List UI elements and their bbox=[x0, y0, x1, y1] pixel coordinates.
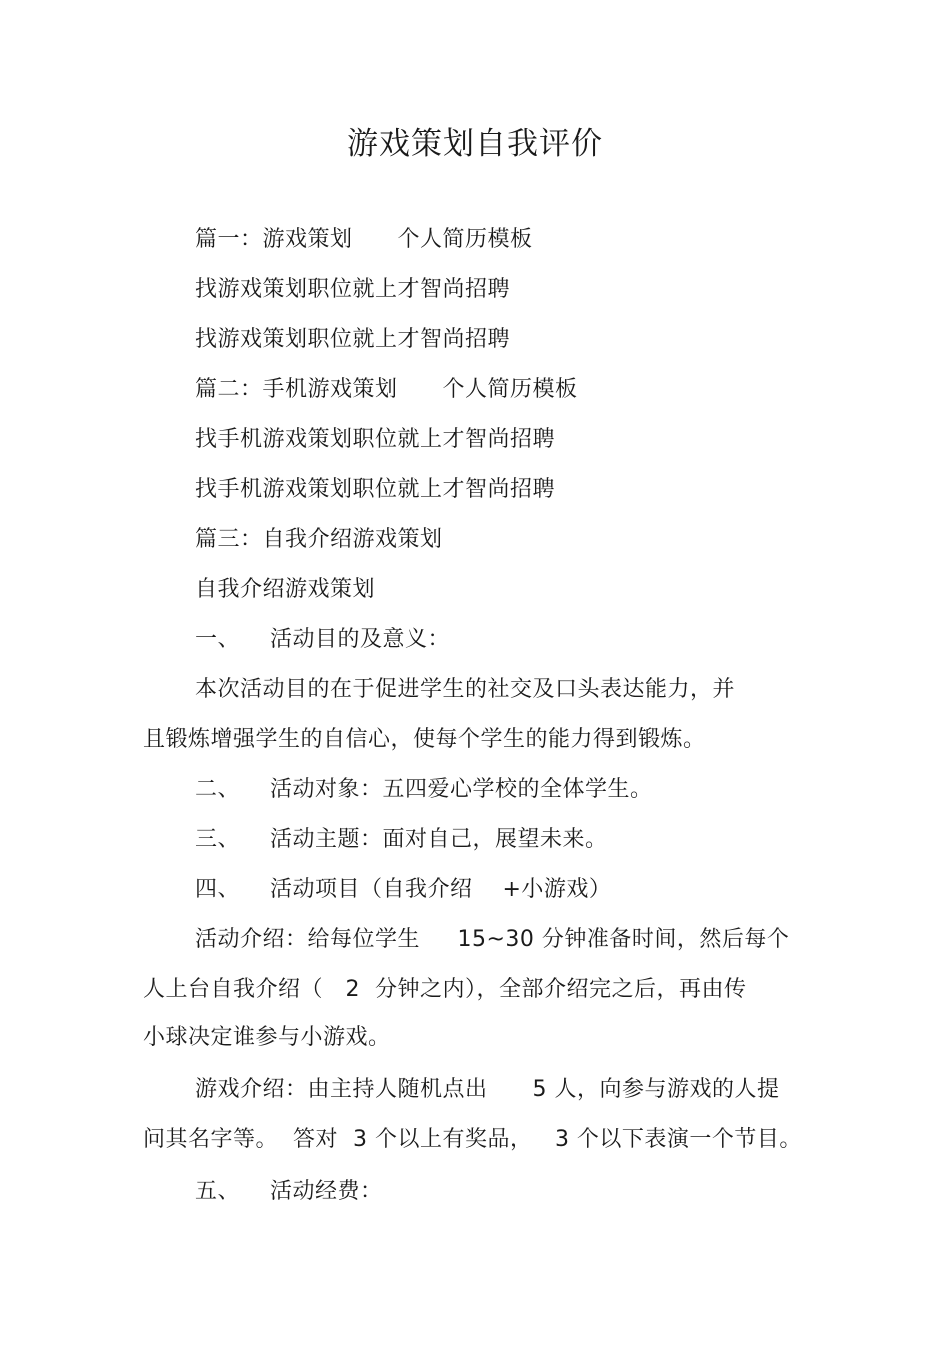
text-line: 自我介绍游戏策划 bbox=[195, 577, 376, 602]
text-line: 篇三：自我介绍游戏策划 bbox=[195, 527, 443, 552]
text-line: 篇二：手机游戏策划 个人简历模板 bbox=[195, 377, 578, 402]
paragraph-line: 人上台自我介绍（ 2 分钟之内），全部介绍完之后，再由传 bbox=[143, 977, 747, 1002]
paragraph-line: 本次活动目的在于促进学生的社交及口头表达能力，并 bbox=[195, 677, 736, 702]
section-heading: 一、 活动目的及意义： bbox=[195, 627, 450, 652]
section-heading: 五、 活动经费： bbox=[195, 1179, 383, 1204]
section-heading: 三、 活动主题：面对自己，展望未来。 bbox=[195, 827, 608, 852]
text-line: 找手机游戏策划职位就上才智尚招聘 bbox=[195, 477, 556, 502]
section-heading: 二、 活动对象：五四爱心学校的全体学生。 bbox=[195, 777, 653, 802]
text-line: 找手机游戏策划职位就上才智尚招聘 bbox=[195, 427, 556, 452]
section-heading: 四、 活动项目（自我介绍 +小游戏） bbox=[195, 877, 612, 902]
paragraph-line: 问其名字等。 答对 3 个以上有奖品， 3 个以下表演一个节目。 bbox=[143, 1127, 802, 1152]
paragraph-line: 且锻炼增强学生的自信心，使每个学生的能力得到锻炼。 bbox=[143, 727, 706, 752]
text-line: 找游戏策划职位就上才智尚招聘 bbox=[195, 277, 511, 302]
paragraph-line: 游戏介绍：由主持人随机点出 5 人，向参与游戏的人提 bbox=[195, 1077, 780, 1102]
paragraph-line: 活动介绍：给每位学生 15~30 分钟准备时间，然后每个 bbox=[195, 927, 790, 952]
document-title: 游戏策划自我评价 bbox=[347, 126, 603, 162]
paragraph-line: 小球决定谁参与小游戏。 bbox=[143, 1025, 391, 1050]
text-line: 篇一：游戏策划 个人简历模板 bbox=[195, 227, 533, 252]
text-line: 找游戏策划职位就上才智尚招聘 bbox=[195, 327, 511, 352]
